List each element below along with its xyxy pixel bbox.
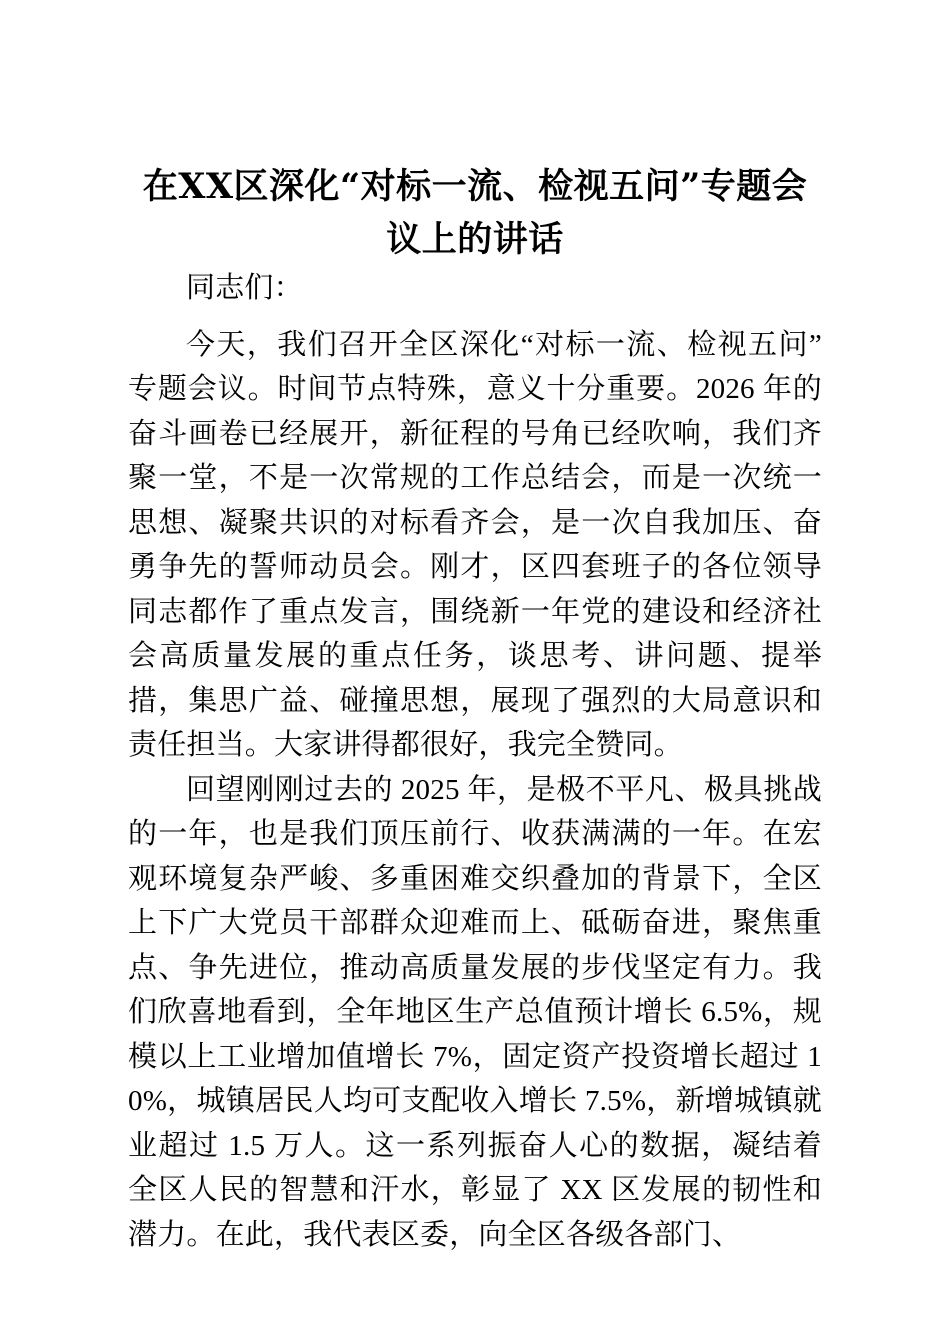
salutation-paragraph: 同志们： [186, 272, 303, 304]
page-text-column [128, 0, 822, 1257]
page-title [128, 0, 822, 266]
body-paragraph-2: 回望刚刚过去的 2025 年，是极不平凡、极具挑战的一年，也是我们顶压前行、收获满满的一年。在宏观环境复杂严峻、多重困难交织叠加的背景下，全区上下广大党员干部群众迎难而上、砥砺奋进，聚焦重点、争先进位，推动高质量发展的步伐坚定有力。我们欣喜地看到，全年地区生产总值预计增长 6.5%，规模以上工业增加值增长 7%，固定资产投资增长超过 10%，城镇居民人均可支配收入增长 7.5%，新增城镇就业超过 1.5 万人。这一系列振奋人心的数据，凝结着全区人民的智慧和汗水，彰显了 XX 区发展的韧性和潜力。在此，我代表区委，向全区各级各部门、 [128, 773, 822, 1251]
body-paragraph-1: 今天，我们召开全区深化“对标一流、检视五问”专题会议。时间节点特殊，意义十分重要。2026 年的奋斗画卷已经展开，新征程的号角已经吹响，我们齐聚一堂，不是一次常规的工作总结会，而是一次统一思想、凝聚共识的对标看齐会，是一次自我加压、奋勇争先的誓师动员会。刚才，区四套班子的各位领导同志都作了重点发言，围绕新一年党的建设和经济社会高质量发展的重点任务，谈思考、讲问题、提举措，集思广益、碰撞思想，展现了强烈的大局意识和责任担当。大家讲得都很好，我完全赞同。 [128, 328, 822, 761]
page-title-line-2: 议上的讲话 [386, 219, 564, 260]
page-title-line-1: 在XX区深化“对标一流、检视五问”专题会 [142, 166, 808, 207]
